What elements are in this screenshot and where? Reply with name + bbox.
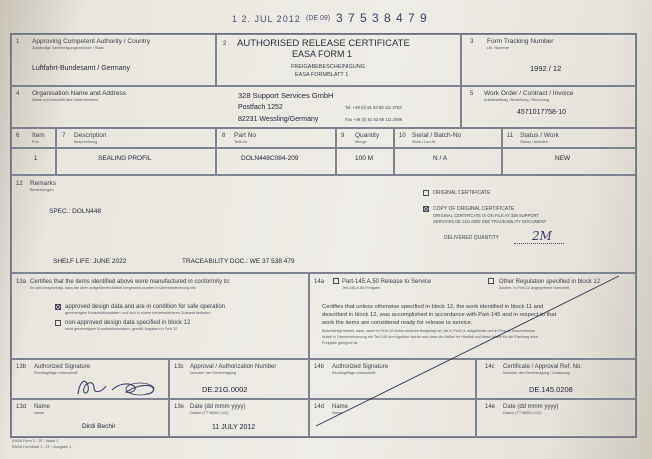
block-label: Date (dd mmm yyyy) <box>190 404 246 410</box>
signatory-name: Dirdi Bechir <box>82 423 116 430</box>
release-statement-line: Certifies that unless otherwise specified in block 12, the work identified in block 11 and <box>322 304 544 310</box>
block-number: 14c <box>485 364 495 370</box>
block-label: Date (dd mmm yyyy) <box>503 404 559 410</box>
shelf-life: SHELF LIFE: JUNE 2022 <box>53 258 127 265</box>
block-sublabel: Lfd. Nummer <box>487 46 509 50</box>
copy-certificate-label: COPY OF ORIGINAL CERTIFICATE <box>433 206 515 212</box>
block-sublabel: Teile-Nr. <box>234 140 248 144</box>
block-sublabel: Nummer der Genehmigung / Zulassung <box>503 371 570 375</box>
competent-authority: Luftfahrt-Bundesamt / Germany <box>32 65 131 72</box>
delivered-quantity-value: 2M <box>532 229 552 243</box>
copy-certificate-note: SERVICES DE 21G.0002 SEE TRACEABILITY DOCUMENT <box>433 219 547 224</box>
delivered-quantity-label: DELIVERED QUANTITY <box>444 235 500 241</box>
block-sublabel: Status / Arbeiten <box>520 140 548 144</box>
block-sublabel: Name <box>34 411 45 415</box>
non-approved-design-label: non-approved design data specified in block 12 <box>65 320 191 326</box>
release-statement-line: work the items are considered ready for release to service. <box>322 320 473 326</box>
block-sublabel: Bemerkungen <box>30 188 54 192</box>
block-number: 2 <box>223 41 227 47</box>
column-header-item: Item <box>32 132 45 139</box>
organisation-phone: Tel. +49 (0) 81 53 88 111 3753 <box>345 105 402 110</box>
block-sublabel: Beschreibung <box>74 140 98 144</box>
block-sublabel: Name <box>332 411 343 415</box>
organisation-name: 328 Support Services GmbH <box>238 91 334 100</box>
block-number: 13c <box>174 364 184 370</box>
item-quantity: 100 M <box>355 155 374 162</box>
column-header-serial: Serial / Batch-No <box>412 132 462 139</box>
form-title-de: FREIGABEBESCHEINIGUNG <box>291 64 365 70</box>
item-part-number: DOLN448C084-209 <box>241 155 299 162</box>
easa-form-1 <box>10 33 637 438</box>
work-order-number: 4571017758-10 <box>517 109 567 116</box>
block-number: 3 <box>470 39 474 45</box>
block-sublabel: Arbeitsauftrag / Bestellung / Rechnung <box>484 98 550 102</box>
block-number: 6 <box>16 133 20 139</box>
block-number: 13b <box>16 364 27 370</box>
block-label: Approving Competent Authority / Country <box>32 38 151 45</box>
other-regulation-label: Other Regulation specified in block 12 <box>499 279 601 285</box>
block-sublabel: Nummer der Genehmigung <box>190 371 237 375</box>
organisation-fax: Fax +49 (0) 81 53 88 111 2088 <box>345 117 402 122</box>
form-tracking-number: 1992 / 12 <box>530 64 562 73</box>
block-number: 14d <box>314 404 325 410</box>
block-label: Name <box>34 404 51 410</box>
void-strike-line <box>11 34 638 439</box>
block-label: Organisation Name and Address <box>32 90 126 97</box>
part-145-sublabel: Teil-145.A.50 Freigabe <box>342 286 381 290</box>
approved-design-label: approved design data and are in condition for safe operation <box>65 304 226 310</box>
original-certificate-label: ORIGINAL CERTIFICATE <box>433 190 491 196</box>
remarks-spec: SPEC.: DOLN448 <box>49 208 102 215</box>
block-label: Name <box>332 404 349 410</box>
stamp-number: 3 7 5 3 8 4 7 9 <box>336 11 428 25</box>
item-description: SEALING PROFIL <box>98 155 152 162</box>
block-number: 1 <box>16 39 20 45</box>
approved-design-sublabel: genehmigten Konstruktionsdaten und sich in einem betriebssicheren Zustand befinden <box>65 311 211 315</box>
block-number: 4 <box>16 91 20 97</box>
organisation-street: Postfach 1252 <box>238 104 283 111</box>
stamp-date: 1 2. JUL 2012 <box>232 14 301 24</box>
block-label: Work Order / Contract / Invoice <box>484 90 574 97</box>
form-subtitle: EASA FORM 1 <box>292 49 353 59</box>
block-number: 11 <box>507 133 514 139</box>
block-number: 14a <box>314 279 325 285</box>
block-sublabel: Es wird bescheinigt, dass die oben aufgeführten Artikel hergestellt wurden in Übereinstimmung mit: <box>30 286 197 290</box>
approval-number: DE.21G.0002 <box>202 385 248 394</box>
block-number: 14b <box>314 364 325 370</box>
release-date: 11 JULY 2012 <box>212 424 256 431</box>
release-statement-de: Bescheinigt hiermit, dass, wenn in Feld 12 nichts anderes festgelegt ist, die in Feld 11 aufgeführte und in Feld 12 beschriebene <box>322 329 536 333</box>
form-subtitle-de: EASA FORMBLATT 1 <box>295 72 349 78</box>
block-label: Certificate / Approval Ref. No. <box>503 364 583 370</box>
block-sublabel: Datum (TT MMM JJJJ) <box>190 411 229 415</box>
block-label: Approval / Authorization Number <box>190 364 277 370</box>
block-label: Authorized Signature <box>332 364 389 370</box>
block-sublabel: Menge <box>355 140 367 144</box>
footer-line: EASA Formblatt 1 - 2F - Ausgabe 1 <box>12 445 72 449</box>
block-label: Authorized Signature <box>34 364 91 370</box>
block-number: 12 <box>16 181 23 187</box>
non-approved-design-sublabel: nicht genehmigten Konstruktionsdaten, gemäß Angaben in Feld 12 <box>65 327 178 331</box>
block-number: 7 <box>62 133 66 139</box>
block-sublabel: Werk-/ Los-Nr. <box>412 140 437 144</box>
block-sublabel: Rechtsgültige Unterschrift <box>332 371 376 375</box>
other-regulation-sublabel: Andere, in Feld 12 angegebene Vorschrift <box>499 286 570 290</box>
copy-certificate-note: ORIGINAL CERTIFICATE IS ON FILE AT 328 SUPPORT <box>433 213 540 218</box>
block-number: 5 <box>470 91 474 97</box>
block-number: 10 <box>399 133 406 139</box>
organisation-city: 82231 Wessling/Germany <box>238 116 319 123</box>
block-sublabel: Zuständige Genehmigungsbehörde / Staat <box>32 46 104 50</box>
block-sublabel: Datum (TT MMM JJJJ) <box>503 411 542 415</box>
release-statement-line: described in block 12, was accomplished in accordance with Part-145 and in respect to that <box>322 312 557 318</box>
block-number: 8 <box>222 133 226 139</box>
footer-line: EASA Form 1 - 2F - Issue 1 <box>12 439 59 443</box>
column-header-quantity: Quantity <box>355 132 380 139</box>
block-number: 13e <box>174 404 185 410</box>
column-header-status: Status / Work <box>520 132 559 139</box>
form-title: AUTHORISED RELEASE CERTIFICATE <box>237 38 410 49</box>
block-sublabel: Name und Anschrift des Unternehmens <box>32 98 99 102</box>
block-number: 9 <box>341 133 345 139</box>
block-sublabel: Pos. <box>32 140 40 144</box>
stamp-code: (DE 09) <box>306 15 331 22</box>
column-header-part-no: Part No <box>234 132 257 139</box>
block-label: Certifies that the items identified above were manufactured in conformity to: <box>30 279 231 285</box>
column-header-description: Description <box>74 132 107 139</box>
block-sublabel: Rechtsgültige Unterschrift <box>34 371 78 375</box>
item-number: 1 <box>34 156 38 162</box>
item-serial: N / A <box>433 155 448 162</box>
block-number: 13d <box>16 404 27 410</box>
block-number: 13a <box>16 279 27 285</box>
block-label: Form Tracking Number <box>487 38 554 45</box>
block-number: 14e <box>485 404 496 410</box>
release-statement-de: Freigabe geeignet ist. <box>322 341 359 345</box>
block-label: Remarks <box>30 180 57 187</box>
traceability-doc: TRACEABILITY DOC.: WE 37 538 479 <box>182 258 295 265</box>
certificate-ref-number: DE.145.0208 <box>529 385 573 394</box>
part-145-label: Part-145.A.50 Release to Service <box>342 279 432 285</box>
release-statement-de: Arbeit in Übereinstimmung mit Teil-145 durchgeführt wurde und dass die Artikel im Hinblick auf diese Arbeit für die Erteilung einer <box>322 335 539 339</box>
item-status: NEW <box>555 155 571 162</box>
